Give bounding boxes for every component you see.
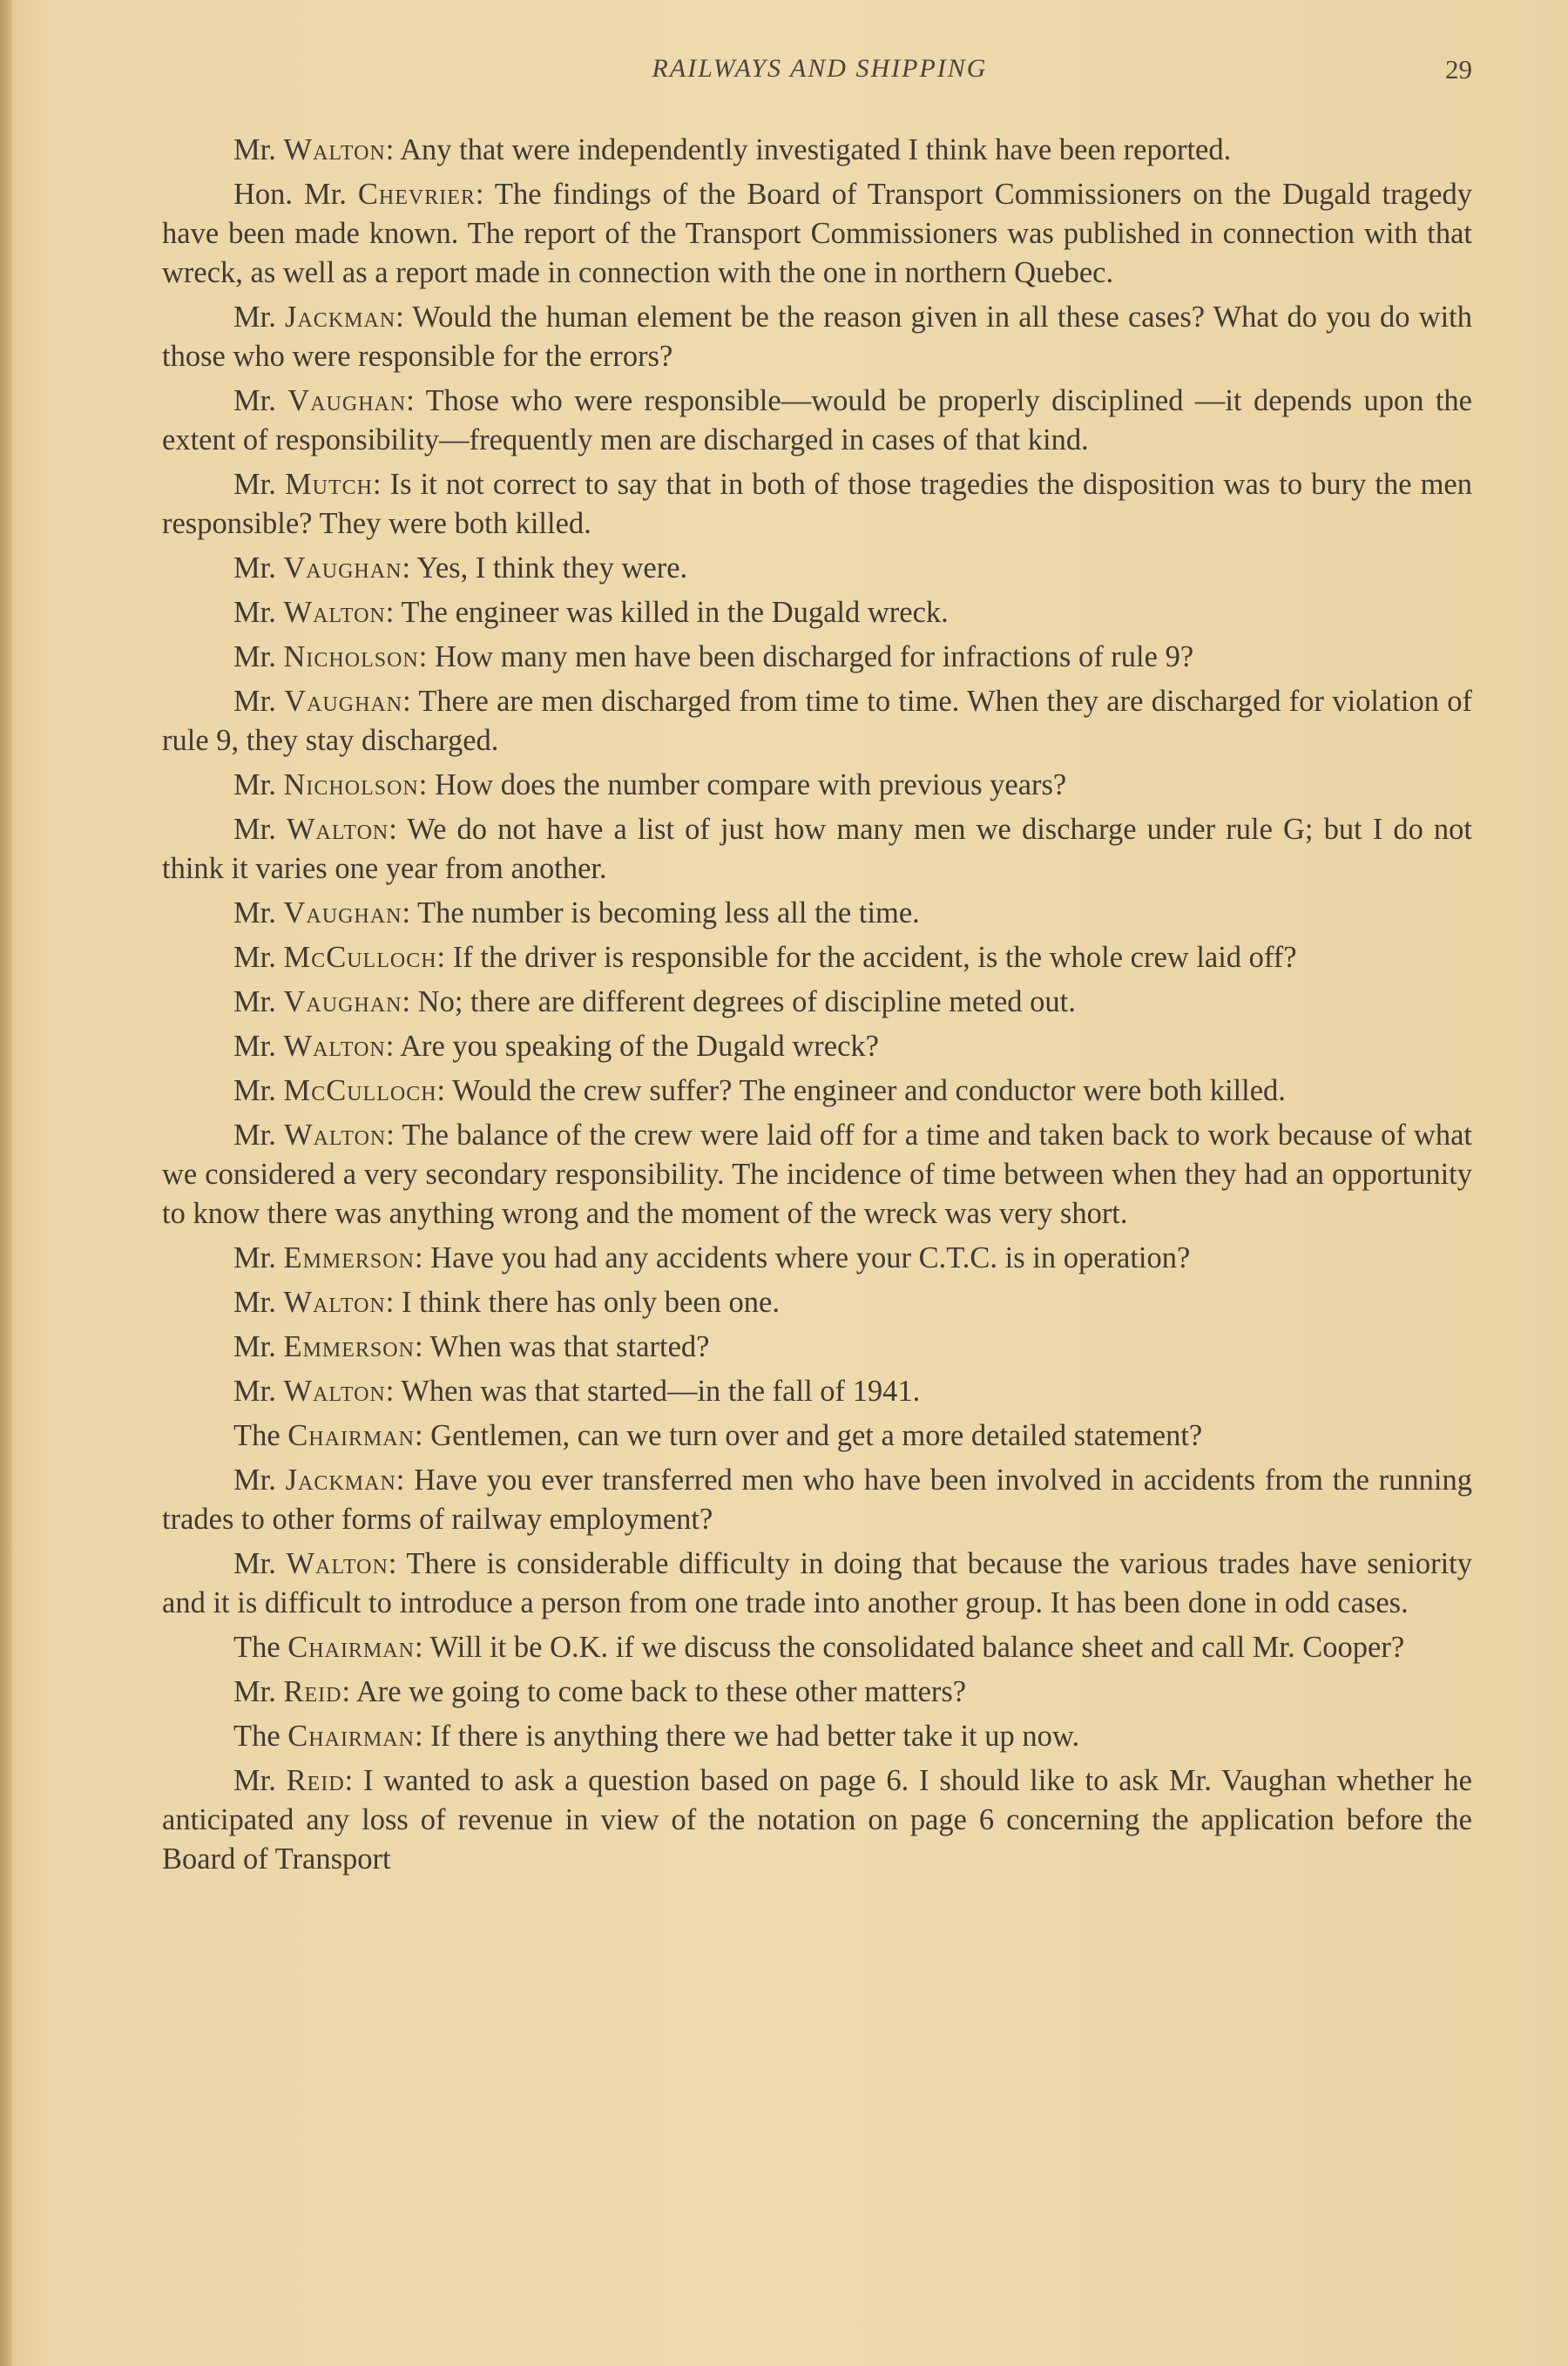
speaker-title: Mr. <box>233 1375 284 1408</box>
speaker-name: McCulloch <box>283 1074 437 1107</box>
speech-text: : If the driver is responsible for the accident, is the whole crew laid off? <box>436 941 1297 974</box>
speech-text: : I think there has only been one. <box>385 1286 780 1319</box>
speaker-name: McCulloch <box>283 941 437 974</box>
speech-text: : We do not have a list of just how many men we discharge under rule G; but I do not think it varies one year from another. <box>162 813 1473 885</box>
speaker-title: Mr. <box>233 640 284 673</box>
speech-text: : How does the number compare with previous years? <box>418 768 1067 801</box>
speech-text: : When was that started—in the fall of 1941. <box>385 1375 921 1408</box>
speech-text: : Yes, I think they were. <box>402 551 688 585</box>
speech-text: : Will it be O.K. if we discuss the consolidated balance sheet and call Mr. Cooper? <box>414 1631 1405 1664</box>
speaker-name: Walton <box>283 133 386 166</box>
transcript-paragraph <box>162 1673 1472 1712</box>
speaker-name: Chevrier <box>357 178 476 211</box>
speaker-title: Mr. <box>233 685 285 718</box>
speaker-title: Mr. <box>233 1286 284 1319</box>
speaker-name: Nicholson <box>283 640 419 673</box>
speaker-title: Mr. <box>233 551 284 585</box>
speaker-title: Mr. <box>233 985 284 1018</box>
speaker-name: Emmerson <box>283 1330 415 1363</box>
transcript-paragraph <box>162 1416 1472 1456</box>
speaker-title: Mr. <box>233 1675 284 1708</box>
speaker-title: Hon. Mr. <box>233 178 358 211</box>
speaker-title: Mr. <box>233 1547 287 1580</box>
speaker-name: Walton <box>286 1547 389 1580</box>
transcript-paragraph <box>162 382 1472 460</box>
speaker-name: Chairman <box>287 1419 415 1452</box>
speaker-name: Nicholson <box>283 768 419 801</box>
transcript-paragraph <box>162 894 1472 933</box>
transcript-paragraph <box>162 1027 1472 1066</box>
speaker-title: The <box>233 1720 288 1753</box>
transcript-paragraph <box>162 766 1472 805</box>
transcript-paragraph <box>162 593 1472 632</box>
speech-text: : Have you ever transferred men who have been involved in accidents from the running trades to other forms of railway employment? <box>162 1464 1472 1536</box>
transcript-body <box>162 131 1472 1884</box>
transcript-paragraph <box>162 938 1472 977</box>
speaker-name: Reid <box>283 1675 342 1708</box>
speech-text: : The number is becoming less all the time. <box>402 896 920 930</box>
speaker-title: Mr. <box>233 596 284 629</box>
speaker-name: Emmerson <box>283 1241 415 1274</box>
speaker-name: Jackman <box>285 301 396 334</box>
transcript-paragraph <box>162 682 1472 760</box>
transcript-paragraph <box>162 175 1472 293</box>
speaker-title: Mr. <box>233 1764 287 1797</box>
transcript-paragraph <box>162 810 1472 889</box>
speaker-title: The <box>233 1631 288 1664</box>
page-binding-edge <box>0 0 12 2366</box>
speaker-name: Chairman <box>287 1631 415 1664</box>
speaker-name: Vaughan <box>287 384 407 417</box>
speaker-title: Mr. <box>233 1074 284 1107</box>
transcript-paragraph <box>162 1116 1472 1234</box>
speech-text: : When was that started? <box>414 1330 710 1363</box>
transcript-paragraph <box>162 549 1472 588</box>
transcript-paragraph <box>162 1283 1472 1322</box>
speaker-name: Vaughan <box>283 551 402 585</box>
transcript-paragraph <box>162 1545 1472 1623</box>
speaker-title: Mr. <box>233 1030 284 1063</box>
speaker-name: Walton <box>283 1286 386 1319</box>
speech-text: : The engineer was killed in the Dugald wreck. <box>385 596 949 629</box>
speaker-name: Walton <box>283 596 386 629</box>
speech-text: : Have you had any accidents where your C.T.C. is in operation? <box>414 1241 1191 1274</box>
page-number: 29 <box>1445 54 1472 84</box>
speaker-name: Vaughan <box>284 685 403 718</box>
running-title: RAILWAYS AND SHIPPING <box>652 54 988 83</box>
page-header <box>162 54 1477 89</box>
speech-text: : I wanted to ask a question based on page 6. I should like to ask Mr. Vaughan whether he anticipated any loss of revenue in view of the notation on page 6 concerning the application before the Board of Transport <box>162 1764 1472 1876</box>
transcript-paragraph <box>162 638 1472 677</box>
speaker-name: Reid <box>286 1764 345 1797</box>
speech-text: : Gentlemen, can we turn over and get a more detailed statement? <box>414 1419 1203 1452</box>
speech-text: : No; there are different degrees of discipline meted out. <box>402 985 1076 1018</box>
speech-text: : There is considerable difficulty in doing that because the various trades have seniority and it is difficult to introduce a person from one trade into another group. It has been done in odd cases. <box>162 1547 1473 1619</box>
transcript-paragraph <box>162 1239 1472 1278</box>
speaker-name: Walton <box>286 813 389 846</box>
speaker-title: Mr. <box>233 1119 285 1152</box>
speaker-title: Mr. <box>233 1241 284 1274</box>
speech-text: : Would the crew suffer? The engineer and conductor were both killed. <box>436 1074 1286 1107</box>
speech-text: : Those who were responsible—would be properly disciplined —it depends upon the extent of responsibility—frequently men are discharged in cases of that kind. <box>162 384 1472 456</box>
speech-text: : If there is anything there we had better take it up now. <box>414 1720 1080 1753</box>
speech-text: : Would the human element be the reason given in all these cases? What do you do with those who were responsible for the errors? <box>162 301 1472 373</box>
transcript-paragraph <box>162 1717 1472 1756</box>
speaker-title: Mr. <box>233 813 287 846</box>
speaker-title: The <box>233 1419 288 1452</box>
speaker-title: Mr. <box>233 133 284 166</box>
speech-text: : Are we going to come back to these other matters? <box>341 1675 967 1708</box>
speaker-title: Mr. <box>233 384 288 417</box>
speaker-title: Mr. <box>233 468 285 501</box>
speaker-title: Mr. <box>233 768 284 801</box>
speech-text: : The balance of the crew were laid off for a time and taken back to work because of what we considered a very secondary responsibility. The incidence of time between when they had an opportunity to know there was anything wrong and the moment of the wreck was very short. <box>162 1119 1472 1230</box>
speaker-name: Walton <box>284 1119 387 1152</box>
speaker-name: Jackman <box>285 1464 396 1497</box>
transcript-paragraph <box>162 1328 1472 1367</box>
speech-text: : The findings of the Board of Transport Commissioners on the Dugald tragedy have been made known. The report of the Transport Commissioners was published in connection with that wreck, as well as a report made in connection with the one in northern Quebec. <box>162 178 1472 289</box>
speech-text: : Any that were independently investigated I think have been reported. <box>385 133 1232 166</box>
speaker-name: Mutch <box>284 468 373 501</box>
speaker-title: Mr. <box>233 301 286 334</box>
transcript-paragraph <box>162 1071 1472 1111</box>
speaker-title: Mr. <box>233 1464 286 1497</box>
speaker-title: Mr. <box>233 941 284 974</box>
speech-text: : How many men have been discharged for infractions of rule 9? <box>418 640 1194 673</box>
speaker-name: Vaughan <box>283 896 402 930</box>
speaker-name: Walton <box>283 1030 386 1063</box>
transcript-paragraph <box>162 1761 1472 1879</box>
speaker-name: Vaughan <box>283 985 402 1018</box>
transcript-paragraph <box>162 1372 1472 1411</box>
speaker-title: Mr. <box>233 896 284 930</box>
transcript-paragraph <box>162 298 1472 376</box>
transcript-paragraph <box>162 1461 1472 1539</box>
speaker-name: Chairman <box>287 1720 415 1753</box>
transcript-paragraph <box>162 983 1472 1022</box>
speech-text: : Are you speaking of the Dugald wreck? <box>385 1030 879 1063</box>
speaker-name: Walton <box>283 1375 386 1408</box>
speaker-title: Mr. <box>233 1330 284 1363</box>
speech-text: : Is it not correct to say that in both of those tragedies the disposition was to bury the men responsible? They were both killed. <box>162 468 1472 540</box>
transcript-paragraph <box>162 1628 1472 1667</box>
transcript-paragraph <box>162 465 1472 544</box>
transcript-paragraph <box>162 131 1472 170</box>
speech-text: : There are men discharged from time to time. When they are discharged for violation of rule 9, they stay discharged. <box>162 685 1473 757</box>
